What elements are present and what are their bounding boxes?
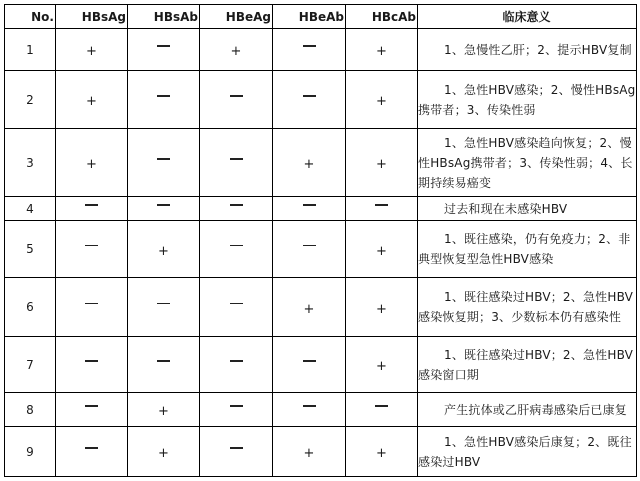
cell-hbeag (200, 129, 273, 197)
cell-hbeab (273, 278, 346, 337)
table-row (5, 337, 637, 393)
positive-mark: + (86, 44, 97, 59)
table-row (5, 29, 637, 71)
positive-mark: + (303, 446, 315, 461)
table-row (5, 221, 637, 278)
negative-mark (303, 45, 316, 47)
cell-hbeab (273, 393, 346, 427)
positive-mark: + (376, 359, 387, 374)
meaning-text: 1、既往感染过HBV；2、急性HBV感染恢复期；3、少数标本仍有感染性 (418, 290, 634, 324)
row-number: 6 (5, 278, 56, 337)
cell-hbsag (56, 29, 128, 71)
meaning-text: 1、急慢性乙肝；2、提示HBV复制 (444, 42, 632, 57)
negative-mark (85, 204, 98, 206)
negative-mark (157, 303, 170, 305)
clinical-meaning (418, 29, 637, 71)
positive-mark: + (86, 94, 97, 109)
positive-mark: + (303, 157, 315, 172)
negative-mark (375, 204, 388, 206)
row-number: 2 (5, 71, 56, 129)
row-number: 3 (5, 129, 56, 197)
cell-hbcab (346, 278, 418, 337)
cell-hbsag (56, 197, 128, 221)
cell-hbcab (346, 71, 418, 129)
negative-mark (375, 405, 388, 407)
cell-hbsab (128, 29, 200, 71)
header-hbeab: HBeAb (273, 5, 346, 29)
header-row (5, 5, 637, 29)
negative-mark (157, 204, 170, 206)
row-number: 4 (5, 197, 56, 221)
positive-mark: + (303, 301, 315, 317)
cell-hbsab (128, 278, 200, 337)
cell-hbsag (56, 221, 128, 278)
header-hbsab: HBsAb (128, 5, 200, 29)
cell-hbcab (346, 29, 418, 71)
cell-hbcab (346, 129, 418, 197)
header-hbcab: HBcAb (346, 5, 418, 29)
positive-mark: + (376, 94, 387, 109)
cell-hbeab (273, 427, 346, 477)
table-row (5, 393, 637, 427)
cell-hbeab (273, 29, 346, 71)
clinical-meaning (418, 197, 637, 221)
positive-mark: + (376, 301, 387, 317)
clinical-meaning (418, 71, 637, 129)
cell-hbsab (128, 393, 200, 427)
cell-hbsab (128, 71, 200, 129)
negative-mark (230, 360, 243, 362)
meaning-text: 1、急性HBV感染趋向恢复；2、慢性HBsAg携带者；3、传染性弱；4、长期持续易癌变 (418, 135, 633, 190)
positive-mark: + (86, 157, 97, 172)
cell-hbsab (128, 221, 200, 278)
cell-hbeag (200, 427, 273, 477)
cell-hbeag (200, 393, 273, 427)
header-clinical-meaning: 临床意义 (418, 5, 637, 29)
row-number: 1 (5, 29, 56, 71)
cell-hbsag (56, 129, 128, 197)
positive-mark: + (376, 44, 387, 59)
positive-mark: + (376, 157, 387, 172)
row-number: 8 (5, 393, 56, 427)
negative-mark (157, 45, 170, 47)
cell-hbeag (200, 278, 273, 337)
clinical-meaning (418, 427, 637, 477)
cell-hbsag (56, 427, 128, 477)
negative-mark (85, 405, 98, 407)
header-no: No. (5, 5, 56, 29)
row-number: 5 (5, 221, 56, 278)
negative-mark (85, 303, 98, 305)
cell-hbsab (128, 337, 200, 393)
negative-mark (303, 204, 316, 206)
cell-hbeab (273, 221, 346, 278)
row-number: 9 (5, 427, 56, 477)
cell-hbeab (273, 337, 346, 393)
header-hbeag: HBeAg (200, 5, 273, 29)
table-row (5, 278, 637, 337)
positive-mark: + (158, 446, 169, 461)
negative-mark (85, 245, 98, 247)
positive-mark: + (376, 243, 387, 259)
meaning-text: 1、急性HBV感染后康复；2、既往感染过HBV (418, 434, 632, 469)
negative-mark (303, 95, 316, 97)
negative-mark (157, 158, 170, 160)
cell-hbsab (128, 427, 200, 477)
meaning-text: 1、既往感染过HBV；2、急性HBV感染窗口期 (418, 347, 634, 382)
cell-hbsag (56, 71, 128, 129)
cell-hbeag (200, 197, 273, 221)
negative-mark (85, 360, 98, 362)
table-row (5, 129, 637, 197)
negative-mark (230, 447, 243, 449)
cell-hbcab (346, 393, 418, 427)
cell-hbeab (273, 129, 346, 197)
header-hbsag: HBsAg (56, 5, 128, 29)
negative-mark (230, 245, 243, 247)
clinical-meaning (418, 278, 637, 337)
negative-mark (157, 95, 170, 97)
cell-hbsag (56, 393, 128, 427)
table-row (5, 197, 637, 221)
clinical-meaning (418, 129, 637, 197)
clinical-meaning (418, 337, 637, 393)
negative-mark (230, 405, 243, 407)
hbv-serology-table (4, 4, 637, 477)
table-row (5, 71, 637, 129)
cell-hbeab (273, 197, 346, 221)
cell-hbeag (200, 71, 273, 129)
row-number: 7 (5, 337, 56, 393)
table-row (5, 427, 637, 477)
cell-hbeab (273, 71, 346, 129)
clinical-meaning (418, 221, 637, 278)
negative-mark (303, 405, 316, 407)
cell-hbeag (200, 221, 273, 278)
cell-hbcab (346, 197, 418, 221)
negative-mark (230, 204, 243, 206)
negative-mark (230, 303, 243, 305)
cell-hbcab (346, 427, 418, 477)
negative-mark (157, 360, 170, 362)
clinical-meaning (418, 393, 637, 427)
negative-mark (303, 360, 316, 362)
cell-hbeag (200, 29, 273, 71)
table-body (5, 29, 637, 477)
cell-hbsab (128, 197, 200, 221)
cell-hbcab (346, 221, 418, 278)
negative-mark (230, 158, 243, 160)
positive-mark: + (158, 243, 169, 259)
meaning-text: 1、既往感染，仍有免疫力；2、非典型恢复型急性HBV感染 (418, 232, 631, 266)
cell-hbcab (346, 337, 418, 393)
negative-mark (303, 245, 316, 247)
cell-hbeag (200, 337, 273, 393)
cell-hbsag (56, 278, 128, 337)
meaning-text: 产生抗体或乙肝病毒感染后已康复 (444, 402, 628, 417)
cell-hbsag (56, 337, 128, 393)
negative-mark (85, 447, 98, 449)
positive-mark: + (230, 44, 242, 59)
meaning-text: 过去和现在未感染HBV (444, 201, 568, 216)
positive-mark: + (158, 404, 169, 419)
negative-mark (230, 95, 243, 97)
meaning-text: 1、急性HBV感染；2、慢性HBsAg携带者；3、传染性弱 (418, 82, 636, 117)
positive-mark: + (376, 446, 387, 461)
cell-hbsab (128, 129, 200, 197)
